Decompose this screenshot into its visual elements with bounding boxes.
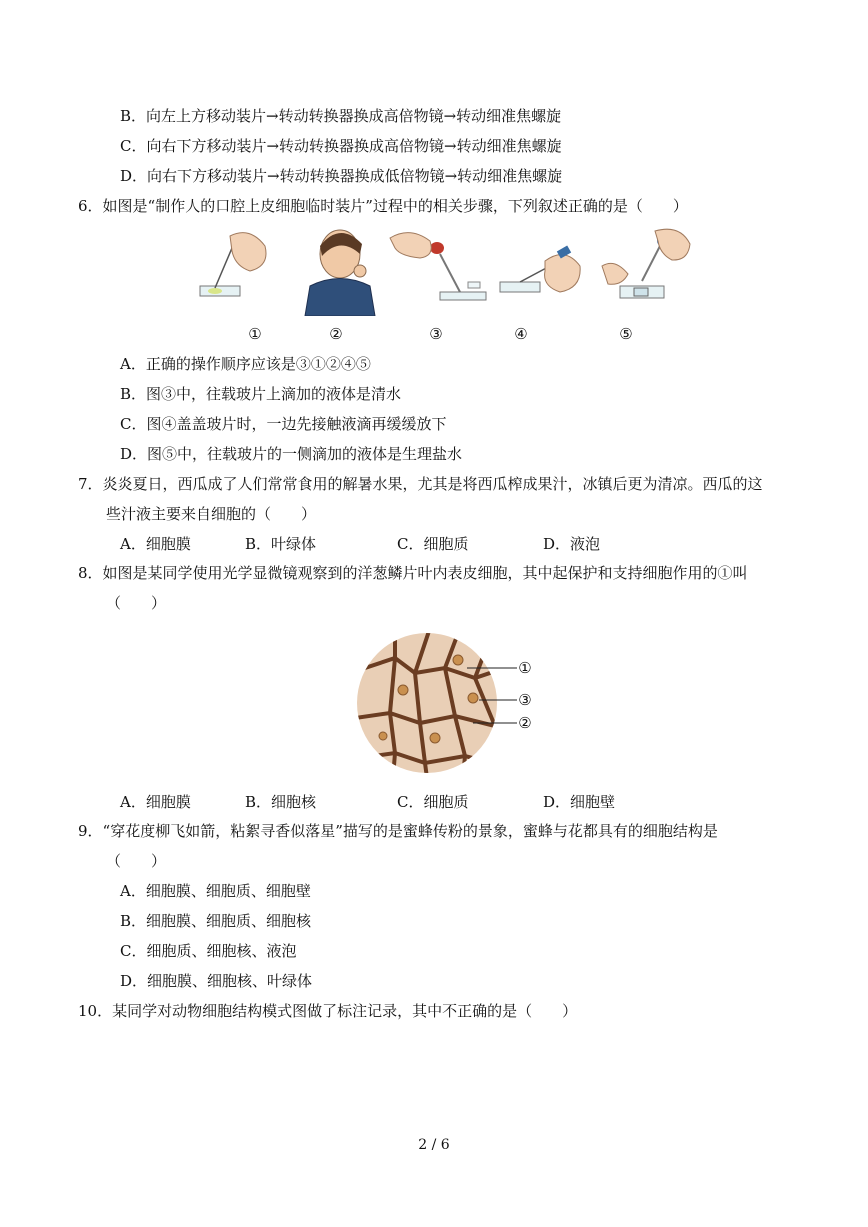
q7-choice-d: D．液泡 xyxy=(543,535,601,553)
q8-stem-line2: （ ） xyxy=(106,594,167,612)
q6-procedure-illustration xyxy=(190,226,700,316)
q9-stem-line1: 9．“穿花度柳飞如箭，粘絮寻香似落星”描写的是蜜蜂传粉的景象，蜜蜂与花都具有的细胞结构是 xyxy=(78,822,718,840)
q6-figure-label-3: ③ xyxy=(429,325,443,343)
q7-choice-a: A．细胞膜 xyxy=(120,535,191,553)
step4-image xyxy=(500,246,580,292)
q9-option-a: A．细胞膜、细胞质、细胞壁 xyxy=(120,882,311,900)
q8-figure-label-3: ③ xyxy=(518,691,532,709)
q6-stem: 6．如图是“制作人的口腔上皮细胞临时装片”过程中的相关步骤，下列叙述正确的是（ ） xyxy=(78,197,688,215)
q6-figure-label-5: ⑤ xyxy=(619,325,633,343)
q7-choice-c: C．细胞质 xyxy=(397,535,469,553)
page-number: 2 / 6 xyxy=(418,1137,450,1153)
q6-figure-label-2: ② xyxy=(329,325,343,343)
step3-image xyxy=(390,233,486,300)
q9-option-b: B．细胞膜、细胞质、细胞核 xyxy=(120,912,312,930)
q6-option-c: C．图④盖盖玻片时，一边先接触液滴再缓缓放下 xyxy=(120,415,447,433)
q7-stem-line2: 些汁液主要来自细胞的（ ） xyxy=(106,505,317,523)
q7-stem-line1: 7．炎炎夏日，西瓜成了人们常常食用的解暑水果，尤其是将西瓜榨成果汁，冰镇后更为清凉。西瓜的这 xyxy=(78,475,763,493)
q6-option-d: D．图⑤中，往载玻片的一侧滴加的液体是生理盐水 xyxy=(120,445,463,463)
q5-option-b: B．向左上方移动装片→转动转换器换成高倍物镜→转动细准焦螺旋 xyxy=(120,107,562,125)
q9-option-c: C．细胞质、细胞核、液泡 xyxy=(120,942,297,960)
q6-option-a: A．正确的操作顺序应该是③①②④⑤ xyxy=(120,355,371,373)
q5-option-c: C．向右下方移动装片→转动转换器换成高倍物镜→转动细准焦螺旋 xyxy=(120,137,562,155)
q5-option-d: D．向右下方移动装片→转动转换器换成低倍物镜→转动细准焦螺旋 xyxy=(120,167,563,185)
q8-choice-a: A．细胞膜 xyxy=(120,793,191,811)
q10-stem: 10．某同学对动物细胞结构模式图做了标注记录，其中不正确的是（ ） xyxy=(78,1002,578,1020)
q9-stem-line2: （ ） xyxy=(106,852,167,870)
step2-image xyxy=(305,230,375,316)
q6-option-b: B．图③中，往载玻片上滴加的液体是清水 xyxy=(120,385,402,403)
q8-figure-label-1: ① xyxy=(518,659,532,677)
q8-choices xyxy=(120,792,615,812)
q8-choice-d: D．细胞壁 xyxy=(543,793,616,811)
q8-stem-line1: 8．如图是某同学使用光学显微镜观察到的洋葱鳞片叶内表皮细胞，其中起保护和支持细胞作用的①叫 xyxy=(78,564,748,582)
q8-choice-c: C．细胞质 xyxy=(397,793,469,811)
q6-figure-label-1: ① xyxy=(248,325,262,343)
q7-choices xyxy=(120,534,600,554)
step5-image xyxy=(602,229,690,298)
step1-image xyxy=(200,233,266,296)
q6-figure xyxy=(190,226,700,316)
q7-choice-b: B．叶绿体 xyxy=(245,535,317,553)
q8-choice-b: B．细胞核 xyxy=(245,793,317,811)
q8-figure-label-2: ② xyxy=(518,714,532,732)
q9-option-d: D．细胞膜、细胞核、叶绿体 xyxy=(120,972,313,990)
q6-figure-label-4: ④ xyxy=(514,325,528,343)
